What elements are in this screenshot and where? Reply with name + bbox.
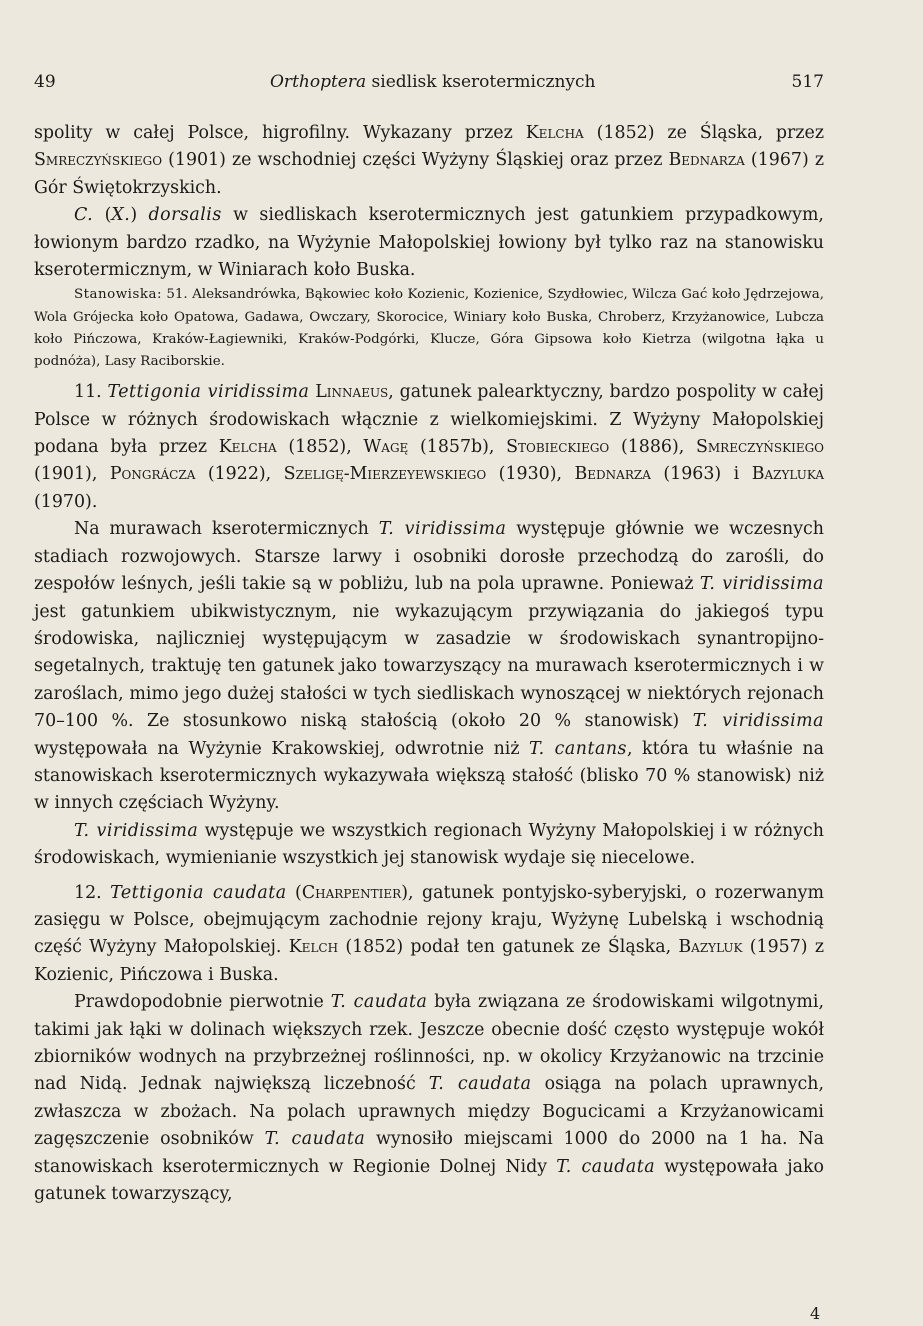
author-name: Bazyluk bbox=[678, 937, 743, 958]
paragraph-cont: spolity w całej Polsce, higrofilny. Wykazany przez Kelcha (1852) ze Śląska, przez Smreczyńskiego (1901) ze wschodniej części Wyżyny Śląskiej oraz przez Bednarza (1967) z Gór Świętokrzyskich. bbox=[34, 123, 824, 198]
species-name: T. cantans bbox=[529, 738, 627, 759]
species-name: C. bbox=[74, 205, 94, 226]
author-name: Kelcha bbox=[525, 123, 584, 143]
paragraph-viridissima-habitat: Na murawach kserotermicznych T. viridissima występuje głównie we wczesnych stadiach rozwojowych. Starsze larwy i osobniki dorosłe przechodzą do zarośli, do zespołów leśnych, jeśli takie są w pobliżu, lub na pola uprawne. Ponieważ T. viridissima jest gatunkiem ubikwistycznym, nie wykazującym przywiązania do jakiegoś typu środowiska, najliczniej występującym w zasadzie w środowiskach synantropijno-segetalnych, traktuję ten gatunek jako towarzyszący na murawach kserotermicznych i w zaroślach, mimo jego dużej stałości w tych siedliskach wynoszącej w niektórych rejonach 70–100 %. Ze stosunkowo niską stałością (około 20 % stanowisk) T. viridissima występowała na Wyżynie Krakowskiej, odwrotnie niż T. cantans, która tu właśnie na stanowiskach kserotermicznych wykazywała większą stałość (blisko 70 % stanowisk) niż w innych częściach Wyżyny. bbox=[34, 519, 825, 814]
species-name: T. viridissima bbox=[378, 519, 507, 540]
author-name: Bazyluka bbox=[751, 464, 824, 485]
species-name: T. viridissima bbox=[699, 574, 825, 595]
running-title bbox=[270, 72, 595, 92]
running-title-genus: Orthoptera bbox=[270, 72, 367, 92]
paragraph-viridissima-distribution: T. viridissima występuje we wszystkich regionach Wyżyny Małopolskiej i w różnych środowiskach, wymienianie wszystkich jej stanowisk wydaje się niecelowe. bbox=[34, 820, 824, 869]
species-name: T. caudata bbox=[428, 1074, 532, 1095]
running-header bbox=[34, 72, 824, 104]
species-number: 11. bbox=[74, 382, 102, 403]
page-number-left: 49 bbox=[34, 72, 56, 92]
species-heading: Tettigonia viridissima bbox=[107, 382, 310, 403]
stations-list: Stanowiska: 51. Aleksandrówka, Bąkowiec koło Kozienic, Kozienice, Szydłowiec, Wilcza Gać koło Jędrzejowa, Wola Grójecka koło Opatowa, Gadawa, Owczary, Skorocice, Winiary koło Buska, Chroberz, Krzyżanowice, Lubcza koło Pińczowa, Kraków-Łagiewniki, Kraków-Podgórki, Klucze, Góra Gipsowa koło Kietrza (wilgotna łąka u podnóża), Lasy Raciborskie. bbox=[34, 287, 824, 370]
species-name: T. viridissima bbox=[692, 711, 825, 732]
sheet-signature-number: 4 bbox=[810, 1304, 821, 1323]
species-number: 12. bbox=[74, 882, 102, 903]
page-number-right: 517 bbox=[791, 72, 824, 92]
species-name: dorsalis bbox=[148, 205, 222, 226]
species-heading: Tettigonia caudata bbox=[110, 882, 287, 903]
species-name: X. bbox=[111, 205, 131, 226]
author-name: Wagę bbox=[363, 437, 409, 458]
author-name: Bednarza bbox=[668, 150, 745, 171]
paragraph-dorsalis: C. (X.) dorsalis w siedliskach kserotermicznych jest gatunkiem przypadkowym, łowionym bardzo rzadko, na Wyżynie Małopolskiej łowiony był tylko raz na stanowisku kserotermicznym, w Winiarach koło Buska. bbox=[34, 205, 824, 281]
running-title-rest: siedlisk kserotermicznych bbox=[371, 72, 596, 92]
species-name: T. viridissima bbox=[74, 820, 199, 841]
author-name: Linnaeus bbox=[315, 382, 389, 403]
paragraph-caudata-habitat: Prawdopodobnie pierwotnie T. caudata była związana ze środowiskami wilgotnymi, takimi jak łąki w dolinach większych rzek. Jeszcze obecnie dość często występuje wokół zbiorników wodnych na przybrzeżnej roślinności, np. w okolicy Krzyżanowic na trzcinie nad Nidą. Jednak największą liczebność T. caudata osiąga na polach uprawnych, zwłaszcza w zbożach. Na polach uprawnych między Bogucicami a Krzyżanowicami zagęszczenie osobników T. caudata wynosiło miejscami 1000 do 2000 na 1 ha. Na stanowiskach kserotermicznych w Regionie Dolnej Nidy T. caudata występowała jako gatunek towarzyszący, bbox=[34, 992, 825, 1205]
author-name: Kelch bbox=[288, 937, 339, 958]
species-name: T. caudata bbox=[264, 1129, 366, 1150]
species-name: T. caudata bbox=[330, 992, 428, 1013]
author-name: Pongrácza bbox=[109, 464, 196, 485]
author-name: Smreczyńskiego bbox=[695, 437, 825, 458]
author-name: Stobieckiego bbox=[506, 437, 610, 458]
author-name: Charpentier bbox=[301, 882, 402, 903]
stations-label: Stanowiska: bbox=[74, 287, 162, 303]
author-name: Smreczyńskiego bbox=[34, 150, 163, 171]
author-name: Szeligę-Mierzeyewskiego bbox=[283, 464, 487, 485]
species-name: T. caudata bbox=[556, 1156, 656, 1177]
author-name: Bednarza bbox=[574, 464, 651, 485]
paragraph-species-11: 11. Tettigonia viridissima Linnaeus, gatunek palearktyczny, bardzo pospolity w całej Polsce w różnych środowiskach włącznie z wielkomiejskimi. Z Wyżyny Małopolskiej podana była przez Kelcha (1852), Wagę (1857b), Stobieckiego (1886), Smreczyńskiego (1901), Pongrácza (1922), Szeligę-Mierzeyewskiego (1930), Bednarza (1963) i Bazyluka (1970). bbox=[34, 382, 825, 512]
author-name: Kelcha bbox=[218, 437, 277, 458]
paragraph-species-12: 12. Tettigonia caudata (Charpentier), gatunek pontyjsko-syberyjski, o rozerwanym zasięgu w Polsce, obejmującym zachodnie rejony kraju, Wyżynę Lubelską i wschodnią część Wyżyny Małopolskiej. Kelch (1852) podał ten gatunek ze Śląska, Bazyluk (1957) z Kozienic, Pińczowa i Buska. bbox=[34, 882, 825, 985]
page-body bbox=[34, 120, 824, 1208]
